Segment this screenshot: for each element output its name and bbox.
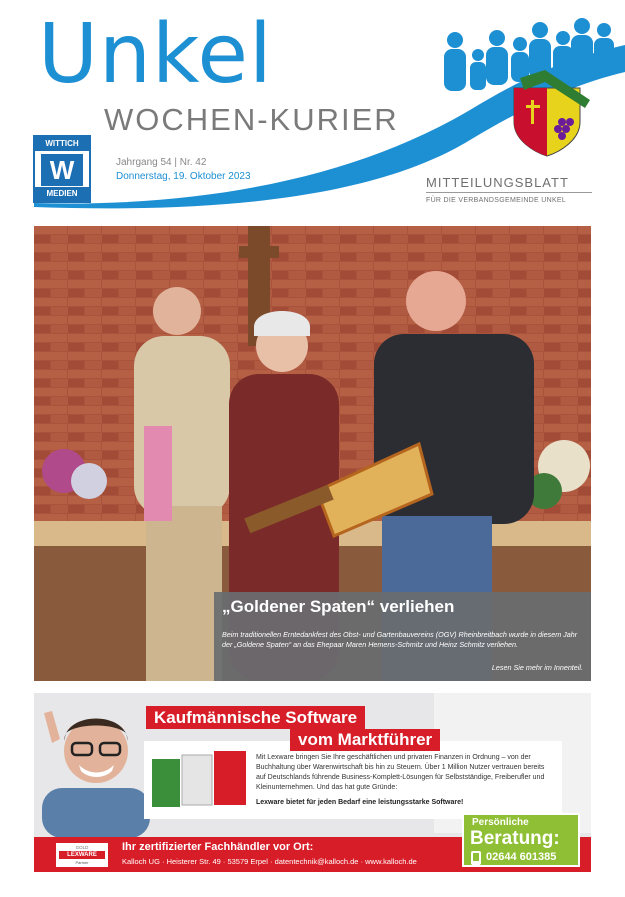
- bulletin-divider: [426, 192, 592, 193]
- feature-caption: [214, 592, 591, 681]
- issue-number: Jahrgang 54 | Nr. 42: [116, 157, 207, 168]
- logo-letter: W: [41, 154, 83, 186]
- phone-icon: [470, 851, 482, 865]
- feature-headline: „Goldener Spaten“ verliehen: [222, 597, 455, 616]
- ad-headline-1: Kaufmännische Software: [146, 706, 365, 729]
- ad-headline-2: vom Marktführer: [290, 729, 440, 751]
- ad-body-text: Mit Lexware bringen Sie Ihre geschäftlichen und privaten Finanzen in Ordnung – von der Buchhaltung über Warenwirtschaft bis hin zu Steuern. Über 1 Million Nutzer vertrauen bereits auf Deutschlands führende Business-Komplett-Lösungen für Selbstständige, Freiberufler und Kleinunternehmen. Und das hat gute Gründe:: [256, 754, 545, 791]
- cta-big-text: Beratung:: [470, 828, 560, 849]
- bulletin-subtitle: FÜR DIE VERBANDSGEMEINDE UNKEL: [426, 197, 567, 204]
- cta-small-text: Persönliche: [472, 817, 529, 828]
- wittich-medien-logo: [33, 135, 91, 203]
- badge-brand: LEXWARE: [59, 851, 105, 859]
- ad-bold-text: Lexware bietet für jeden Bedarf eine leistungsstarke Software!: [256, 799, 464, 806]
- badge-bottom: Partner: [75, 860, 89, 865]
- issue-date: Donnerstag, 19. Oktober 2023: [116, 171, 251, 182]
- logo-bottom-text: MEDIEN: [35, 187, 89, 201]
- lexware-advertisement: [34, 693, 591, 872]
- dealer-address[interactable]: Kalloch UG · Heisterer Str. 49 · 53579 Erpel · datentechnik@kalloch.de · www.kalloch.de: [122, 857, 417, 866]
- read-more-link[interactable]: Lesen Sie mehr im Innenteil.: [491, 663, 583, 672]
- logo-top-text: WITTICH: [35, 137, 89, 151]
- cta-phone[interactable]: 02644 601385: [486, 851, 557, 863]
- ad-text-box: [144, 741, 562, 819]
- bulletin-title: MITTEILUNGSBLATT: [426, 175, 569, 190]
- masthead-subtitle: WOCHEN-KURIER: [104, 102, 399, 137]
- software-boxes-icon: [152, 751, 247, 809]
- feature-text: Beim traditionellen Erntedankfest des Obst- und Gartenbauvereins (OGV) Rheinbreitbach wurde in diesem Jahr der „Goldene Spaten“ an das Ehepaar Maren Hemens-Schmitz und Heinz Schmitz verliehen.: [222, 630, 578, 649]
- badge-top: GOLD: [75, 845, 89, 850]
- dealer-title: Ihr zertifizierter Fachhändler vor Ort:: [122, 841, 314, 853]
- lexware-badge: [56, 843, 108, 867]
- consultation-callout[interactable]: [462, 813, 580, 867]
- masthead-title: Unkel: [38, 7, 273, 102]
